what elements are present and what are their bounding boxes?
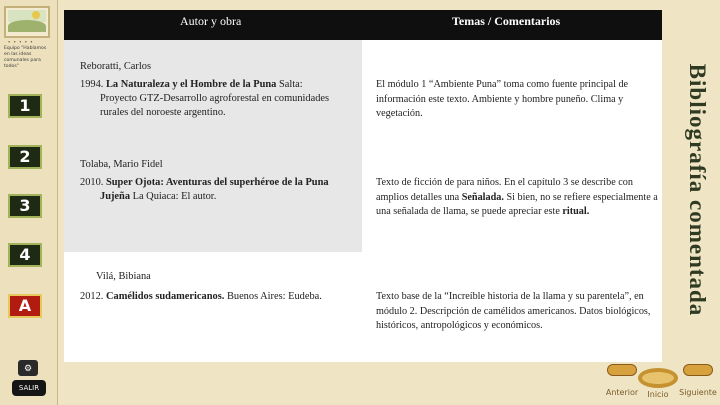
entry-2-title2: Jujeña [100,191,131,202]
entry-3-comment: Texto base de la “Increíble historia de la llama y su parentela”, en módulo 2. Descripción de camélidos americanos. Datos biológicos, históricos, antropológicos y económicos. [376,291,651,331]
entry-1-line2: Proyecto GTZ-Desarrollo agroforestal en comunidades [100,93,330,104]
exit-button[interactable]: SALIR [12,380,46,396]
entry-3-author: Vilá, Bibiana [96,271,151,282]
entry-2-comment-text-2: Si bien, no se refiere especialmente a una señalada de llama, se puede apreciar este [376,191,658,217]
team-label: Equipo "Hablamos en las ideas comunales para todos" [4,46,47,69]
entry-3-year: 2012. [80,291,104,302]
entry-1-year: 1994. [80,79,104,90]
entry-2-rest: La Quiaca: El autor. [130,191,217,202]
module-3-button[interactable]: 3 [8,194,42,218]
entry-1-title: La Naturaleza y el Hombre de la Puna [106,79,277,90]
entry-1-author: Reboratti, Carlos [80,61,151,72]
entry-2-comment-text: Texto de ficción de para niños. En el capítulo 3 se describe con amplios detalles una [376,177,633,203]
logo-dots: • • • • • [8,40,34,46]
entry-1-rest: Salta: [276,79,303,90]
header-author-work: Autor y obra [180,14,242,28]
entry-1-line3: rurales del noroeste argentino. [100,107,226,118]
entry-2-author: Tolaba, Mario Fidel [80,159,163,170]
module-4-button[interactable]: 4 [8,243,42,267]
nav-home[interactable] [636,368,680,399]
entry-3-citation [80,290,322,304]
entry-2-title: Super Ojota: Aventuras del superhéroe de la Puna [106,177,329,188]
nav-home-label: Inicio [647,390,669,399]
entry-2-line2 [100,190,216,204]
nav-next[interactable] [676,364,720,397]
entry-2-comment [376,176,660,220]
tool-icon[interactable]: ⚙ [18,360,38,376]
home-icon [638,368,678,388]
page-title-vertical: Bibliografía comentada [685,63,710,317]
left-arrow-icon [607,364,637,376]
entry-1-citation [80,78,303,92]
header-topics-comments: Temas / Comentarios [452,14,561,28]
entry-3-title: Camélidos sudamericanos. [106,291,225,302]
right-arrow-icon [683,364,713,376]
annex-button[interactable]: A [8,294,42,318]
entry-3-rest: Buenos Aires: Eudeba. [224,291,322,302]
entry-2-citation [80,176,329,190]
nav-prev-label: Anterior [605,388,639,397]
entry-2-year: 2010. [80,177,104,188]
nav-next-label: Siguiente [679,388,717,397]
entry-1-comment: El módulo 1 “Ambiente Puna” toma como fuente principal de información este texto. Ambiente y hombre puneño. Clima y vegetación. [376,79,629,119]
entry-2-comment-bold-2: ritual. [562,206,590,217]
module-1-button[interactable]: 1 [8,94,42,118]
project-logo [4,6,50,38]
entry-2-comment-bold-1: Señalada. [461,191,504,203]
table-header [64,10,662,40]
left-sidebar [0,0,58,405]
comment-column [362,40,662,252]
module-2-button[interactable]: 2 [8,145,42,169]
